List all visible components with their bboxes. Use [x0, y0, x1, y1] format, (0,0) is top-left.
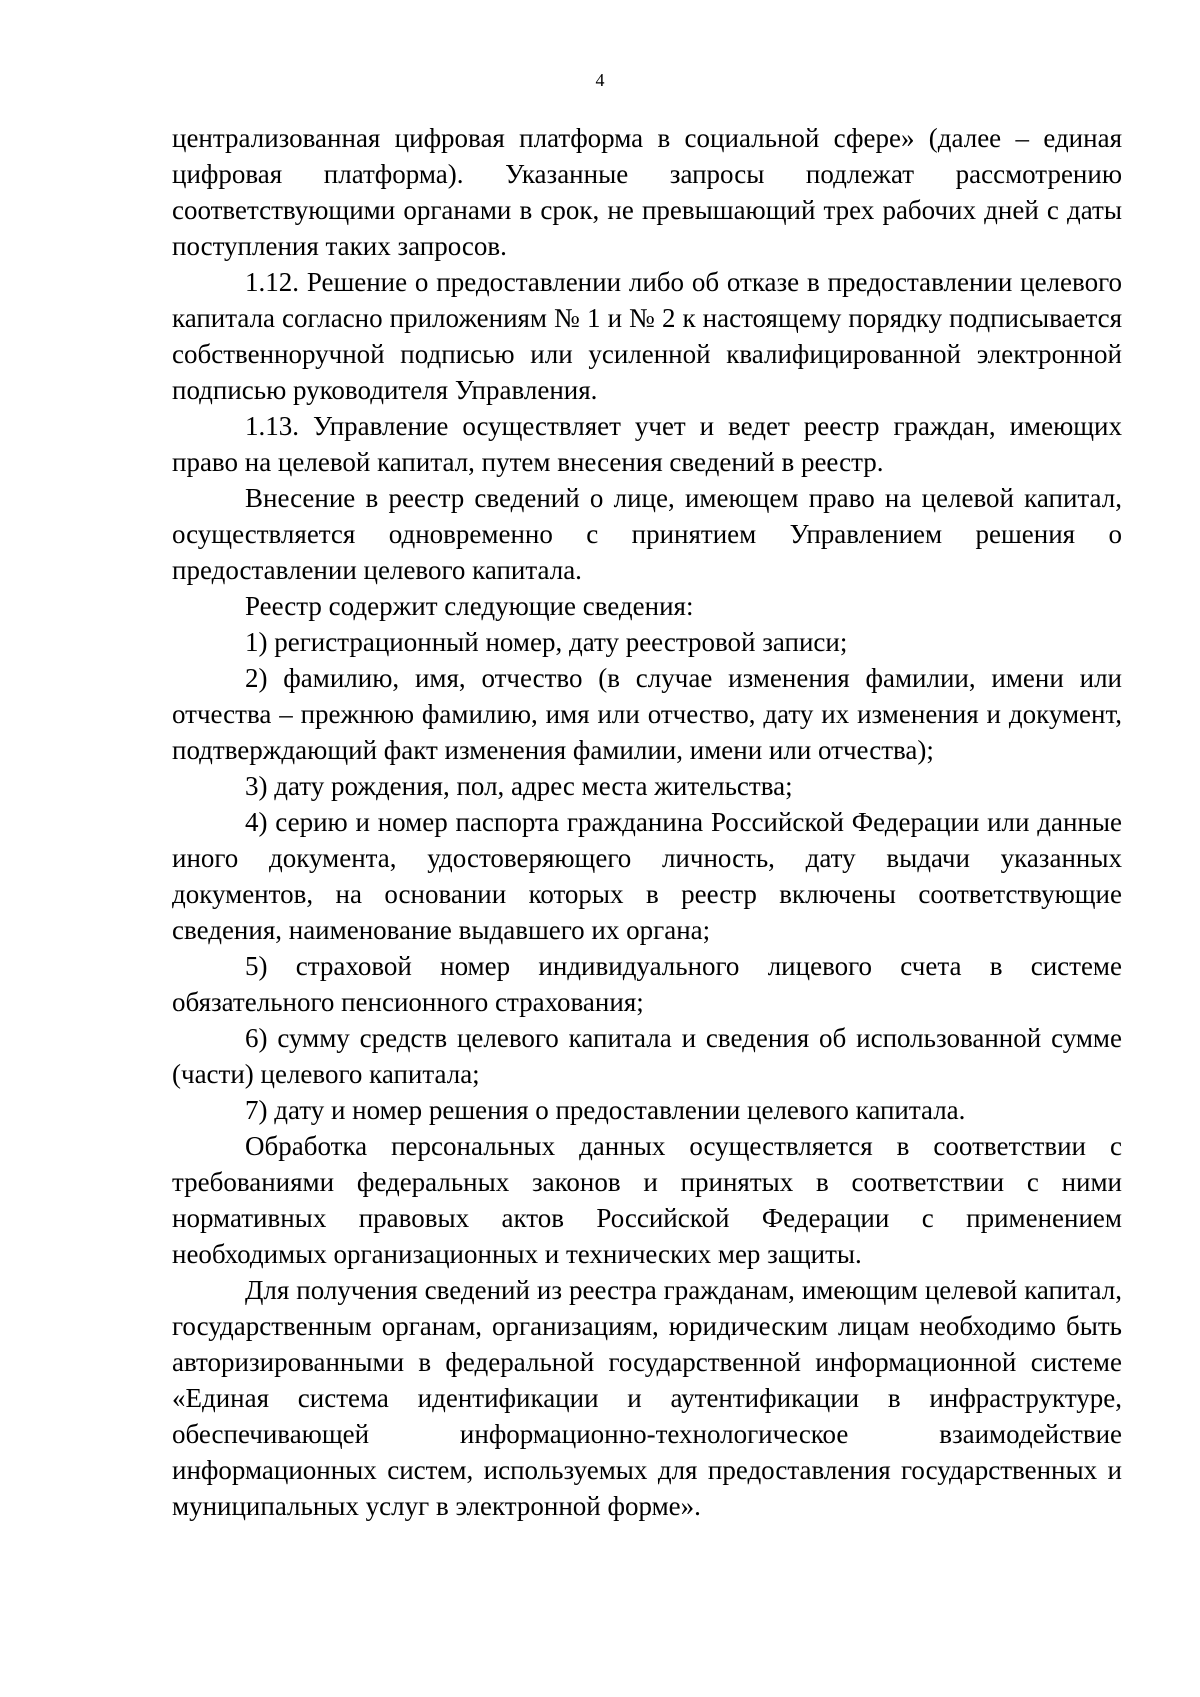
page-number: 4 [595, 70, 605, 90]
paragraph-registry-entry: Внесение в реестр сведений о лице, имеющем право на целевой капитал, осуществляется одновременно с принятием Управлением решения о предоставлении целевого капитала. [172, 483, 1122, 585]
list-item-5: 5) страховой номер индивидуального лицевого счета в системе обязательного пенсионного страхования; [172, 951, 1122, 1017]
paragraph-1-13: 1.13. Управление осуществляет учет и ведет реестр граждан, имеющих право на целевой капитал, путем внесения сведений в реестр. [172, 411, 1122, 477]
document-body [172, 120, 1122, 1524]
paragraph-registry-access: Для получения сведений из реестра гражданам, имеющим целевой капитал, государственным органам, организациям, юридическим лицам необходимо быть авторизированными в федеральной государственной информационной системе «Единая система идентификации и аутентификации в инфраструктуре, обеспечивающей информационно-технологическое взаимодействие информационных систем, используемых для предоставления государственных и муниципальных услуг в электронной форме». [172, 1275, 1122, 1521]
list-item-3: 3) дату рождения, пол, адрес места жительства; [245, 771, 793, 801]
paragraph-registry-contents: Реестр содержит следующие сведения: [245, 591, 694, 621]
list-item-4: 4) серию и номер паспорта гражданина Российской Федерации или данные иного документа, удостоверяющего личность, дату выдачи указанных документов, на основании которых в реестр включены соответствующие сведения, наименование выдавшего их органа; [172, 807, 1122, 945]
paragraph-personal-data: Обработка персональных данных осуществляется в соответствии с требованиями федеральных законов и принятых в соответствии с ними нормативных правовых актов Российской Федерации с применением необходимых организационных и технических мер защиты. [172, 1131, 1122, 1269]
paragraph-continuation: централизованная цифровая платформа в социальной сфере» (далее – единая цифровая платформа). Указанные запросы подлежат рассмотрению соответствующими органами в срок, не превышающий трех рабочих дней с даты поступления таких запросов. [172, 123, 1122, 261]
list-item-7: 7) дату и номер решения о предоставлении целевого капитала. [245, 1095, 966, 1125]
list-item-2: 2) фамилию, имя, отчество (в случае изменения фамилии, имени или отчества – прежнюю фамилию, имя или отчество, дату их изменения и документ, подтверждающий факт изменения фамилии, имени или отчества); [172, 663, 1122, 765]
list-item-1: 1) регистрационный номер, дату реестровой записи; [245, 627, 848, 657]
list-item-6: 6) сумму средств целевого капитала и сведения об использованной сумме (части) целевого капитала; [172, 1023, 1122, 1089]
paragraph-1-12: 1.12. Решение о предоставлении либо об отказе в предоставлении целевого капитала согласно приложениям № 1 и № 2 к настоящему порядку подписывается собственноручной подписью или усиленной квалифицированной электронной подписью руководителя Управления. [172, 267, 1122, 405]
